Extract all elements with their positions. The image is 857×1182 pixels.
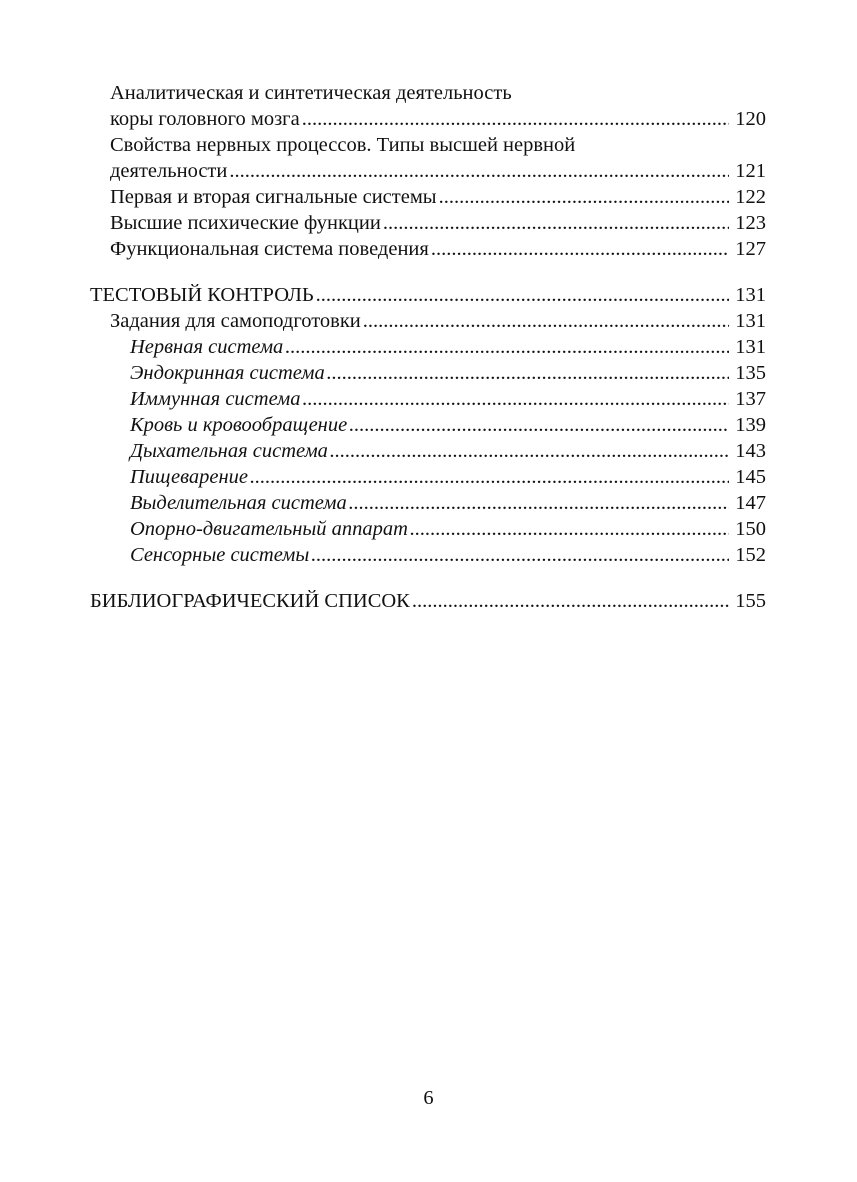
toc-leader-dots [412, 588, 729, 614]
toc-leader-dots [302, 106, 730, 132]
toc-subentry-title: Эндокринная система [130, 362, 325, 384]
toc-entry[interactable] [90, 158, 766, 184]
toc-subentry[interactable] [90, 438, 766, 464]
toc-entry-title: коры головного мозга [110, 108, 300, 130]
toc-page-number: 122 [735, 186, 766, 208]
toc-section-entry[interactable] [90, 282, 766, 308]
footer-page-number: 6 [423, 1087, 434, 1109]
toc-leader-dots [439, 184, 730, 210]
toc-page-number: 135 [735, 362, 766, 384]
toc-page-number: 123 [735, 212, 766, 234]
toc-page-number: 131 [735, 284, 766, 306]
toc-leader-dots [316, 282, 730, 308]
toc-page-number: 139 [735, 414, 766, 436]
toc-subentry-title: Опорно-двигательный аппарат [130, 518, 408, 540]
toc-subentry-title: Сенсорные системы [130, 544, 310, 566]
toc-section-title: БИБЛИОГРАФИЧЕСКИЙ СПИСОК [90, 590, 410, 612]
toc-subentry[interactable] [90, 490, 766, 516]
toc-page-number: 147 [735, 492, 766, 514]
toc-section-entry[interactable] [90, 588, 766, 614]
toc-leader-dots [349, 490, 730, 516]
toc-subentry[interactable] [90, 516, 766, 542]
section-spacer [90, 262, 766, 282]
toc-entry[interactable] [90, 106, 766, 132]
toc-page-number: 143 [735, 440, 766, 462]
toc-leader-dots [410, 516, 729, 542]
table-of-contents [90, 80, 766, 614]
toc-entry[interactable] [90, 210, 766, 236]
toc-subentry[interactable] [90, 360, 766, 386]
toc-entry[interactable] [90, 236, 766, 262]
toc-entry-title-line: Свойства нервных процессов. Типы высшей нервной [110, 134, 576, 156]
toc-leader-dots [285, 334, 729, 360]
toc-entry[interactable] [90, 308, 766, 334]
toc-entry-title-line: Аналитическая и синтетическая деятельность [110, 82, 512, 104]
toc-page-number: 120 [735, 108, 766, 130]
toc-section-title: ТЕСТОВЫЙ КОНТРОЛЬ [90, 284, 314, 306]
toc-leader-dots [250, 464, 729, 490]
toc-subentry-title: Выделительная система [130, 492, 347, 514]
toc-entry-title: Задания для самоподготовки [110, 310, 361, 332]
toc-leader-dots [330, 438, 729, 464]
toc-page-number: 137 [735, 388, 766, 410]
toc-subentry-title: Иммунная система [130, 388, 301, 410]
toc-page-number: 152 [735, 544, 766, 566]
toc-subentry[interactable] [90, 542, 766, 568]
toc-page-number: 121 [735, 160, 766, 182]
toc-leader-dots [303, 386, 730, 412]
toc-page-number: 155 [735, 590, 766, 612]
toc-page-number: 127 [735, 238, 766, 260]
toc-leader-dots [431, 236, 729, 262]
toc-entry-title: Функциональная система поведения [110, 238, 429, 260]
toc-subentry[interactable] [90, 412, 766, 438]
toc-page-number: 131 [735, 336, 766, 358]
toc-page-number: 150 [735, 518, 766, 540]
toc-entry[interactable] [90, 184, 766, 210]
toc-leader-dots [311, 542, 729, 568]
toc-page-number: 145 [735, 466, 766, 488]
toc-leader-dots [363, 308, 729, 334]
toc-entry-title: Первая и вторая сигнальные системы [110, 186, 437, 208]
toc-subentry[interactable] [90, 464, 766, 490]
toc-page-number: 131 [735, 310, 766, 332]
toc-entry-title: Высшие психические функции [110, 212, 381, 234]
toc-leader-dots [383, 210, 729, 236]
toc-subentry-title: Пищеварение [130, 466, 249, 488]
toc-leader-dots [349, 412, 729, 438]
toc-leader-dots [327, 360, 730, 386]
toc-subentry-title: Кровь и кровообращение [130, 414, 348, 436]
toc-subentry-title: Дыхательная система [130, 440, 328, 462]
toc-subentry[interactable] [90, 334, 766, 360]
toc-entry-title: деятельности [110, 160, 228, 182]
toc-subentry-title: Нервная система [130, 336, 284, 358]
toc-subentry[interactable] [90, 386, 766, 412]
toc-leader-dots [229, 158, 729, 184]
section-spacer [90, 568, 766, 588]
